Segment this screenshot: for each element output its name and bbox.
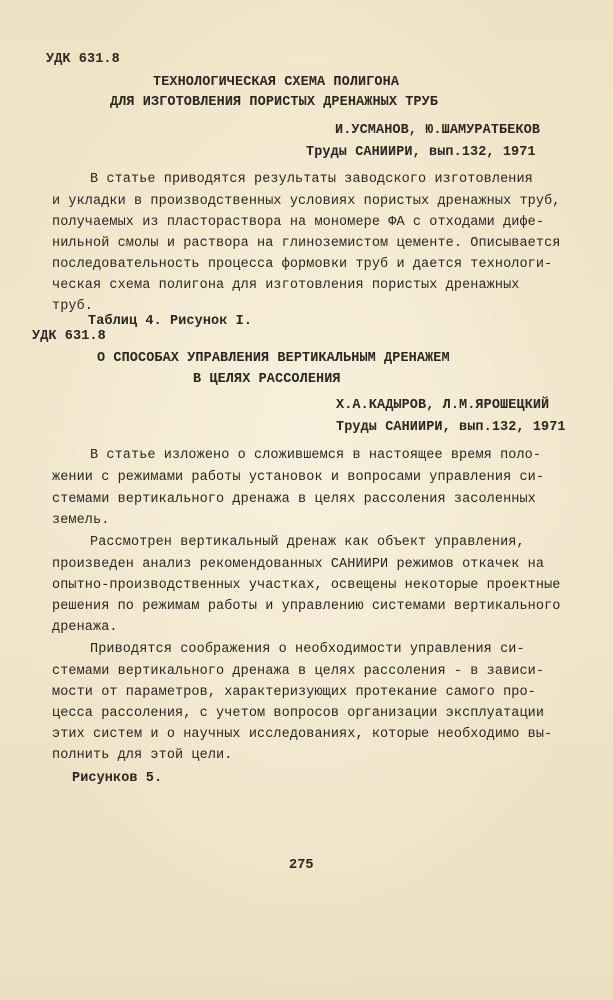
article-2-body-line: земель.	[52, 513, 110, 528]
page-number: 275	[289, 858, 314, 873]
article-2-body-line: Приводятся соображения о необходимости управления си-	[90, 642, 525, 657]
article-1-body-line: труб.	[52, 299, 94, 314]
article-2-body-line: решения по режимам работы и управлению системами вертикального	[52, 599, 561, 614]
article-authors-1: И.УСМАНОВ, Ю.ШАМУРАТБЕКОВ	[335, 123, 541, 138]
article-title-1-line-1: ТЕХНОЛОГИЧЕСКАЯ СХЕМА ПОЛИГОНА	[153, 75, 400, 90]
article-2-body-line: этих систем и о научных исследованиях, которые необходимо вы-	[52, 727, 553, 742]
article-1-body-line: В статье приводятся результаты заводского изготовления	[90, 172, 533, 187]
udk-label-2: УДК 631.8	[32, 329, 106, 344]
article-title-2-line-2: В ЦЕЛЯХ РАССОЛЕНИЯ	[193, 372, 341, 387]
article-1-body-line: нильной смолы и раствора на глиноземистом цементе. Описывается	[52, 236, 561, 251]
article-2-body-line: опытно-производственных участках, освещены некоторые проектные	[52, 578, 561, 593]
article-1-body-line: последовательность процесса формовки труб и дается технологи-	[52, 257, 553, 272]
article-2-body-line: произведен анализ рекомендованных САНИИРИ режимов откачек на	[52, 557, 545, 572]
article-2-body-line: мости от параметров, характеризующих протекание самого про-	[52, 685, 536, 700]
article-source-1: Труды САНИИРИ, вып.132, 1971	[306, 145, 536, 160]
article-1-body-line: ческая схема полигона для изготовления пористых дренажных	[52, 278, 520, 293]
article-2-body-line: стемами вертикального дренажа в целях рассоления засоленных	[52, 492, 536, 507]
article-title-1-line-2: ДЛЯ ИЗГОТОВЛЕНИЯ ПОРИСТЫХ ДРЕНАЖНЫХ ТРУБ	[110, 95, 439, 110]
article-source-2: Труды САНИИРИ, вып.132, 1971	[336, 420, 566, 435]
article-1-body-line: и укладки в производственных условиях пористых дренажных труб,	[52, 194, 561, 209]
article-2-footer: Рисунков 5.	[72, 771, 163, 786]
article-1-body-line: получаемых из пластораствора на мономере ФА с отходами дифе-	[52, 215, 545, 230]
article-title-2-line-1: О СПОСОБАХ УПРАВЛЕНИЯ ВЕРТИКАЛЬНЫМ ДРЕНАЖЕМ	[97, 351, 450, 366]
article-2-body-line: цесса рассоления, с учетом вопросов организации эксплуатации	[52, 706, 545, 721]
article-1-footer: Таблиц 4. Рисунок I.	[88, 314, 253, 329]
article-authors-2: Х.А.КАДЫРОВ, Л.М.ЯРОШЕЦКИЙ	[336, 398, 550, 413]
article-2-body-line: стемами вертикального дренажа в целях рассоления - в зависи-	[52, 664, 545, 679]
article-2-body-line: полнить для этой цели.	[52, 748, 233, 763]
udk-label-1: УДК 631.8	[46, 52, 120, 67]
article-2-body-line: дренажа.	[52, 620, 118, 635]
article-2-body-line: Рассмотрен вертикальный дренаж как объект управления,	[90, 535, 525, 550]
article-2-body-line: В статье изложено о сложившемся в настоящее время поло-	[90, 448, 542, 463]
article-2-body-line: жении с режимами работы установок и вопросами управления си-	[52, 470, 545, 485]
